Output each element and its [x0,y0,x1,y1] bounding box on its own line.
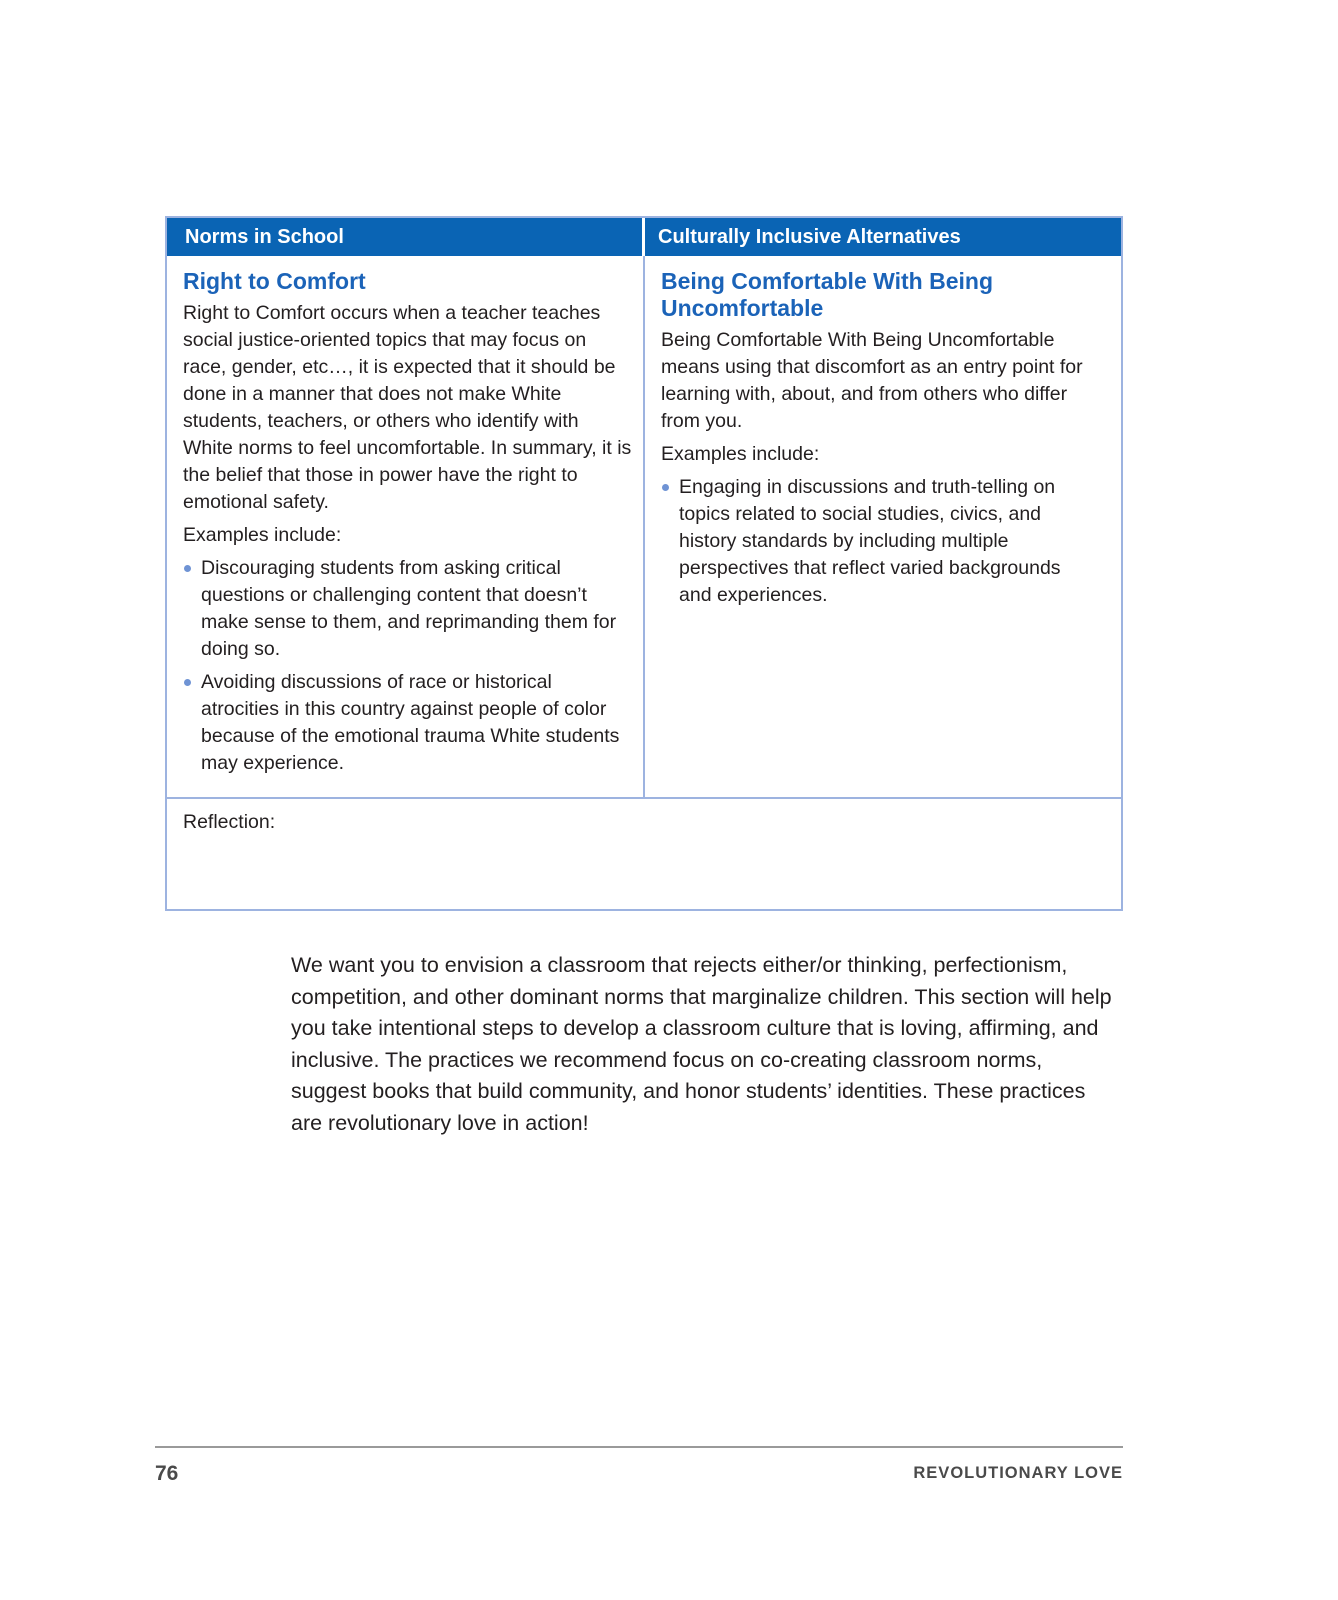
page-number: 76 [155,1462,179,1485]
footer-divider [155,1446,1123,1448]
header-culturally-inclusive-alternatives: Culturally Inclusive Alternatives [658,226,961,248]
alternative-cell [645,256,1121,797]
header-norms-in-school: Norms in School [167,218,645,256]
running-title: REVOLUTIONARY LOVE [913,1464,1123,1482]
example-text: Avoiding discussions of race or historical atrocities in this country against people of color because of the emotional trauma White students may experience. [201,671,620,774]
alternative-examples-list [661,474,1091,609]
table-body-row [167,256,1121,799]
bullet-icon [662,484,669,491]
table-header-row [167,218,1121,256]
reflection-row [167,799,1121,909]
body-paragraph: We want you to envision a classroom that rejects either/or thinking, perfectionism, competition, and other dominant norms that marginalize children. This section will help you take intentional steps to develop a classroom culture that is loving, affirming, and inclusive. The practices we recommend focus on co-creating classroom norms, suggest books that build community, and honor students’ identities. These practices are revolutionary love in action! [291,953,1112,1135]
bullet-icon [184,679,191,686]
norm-cell [167,256,645,797]
norm-title: Right to Comfort [183,268,366,294]
list-item [661,474,1091,609]
example-text: Engaging in discussions and truth-telling on topics related to social studies, civics, and history standards by including multiple perspectives that reflect varied backgrounds and experiences. [679,476,1061,606]
norms-table [165,216,1123,911]
alternative-examples-label: Examples include: [661,443,820,465]
norm-examples-list [183,555,633,777]
alternative-title: Being Comfortable With Being Uncomfortable [661,268,994,321]
norm-examples-label: Examples include: [183,524,342,546]
alternative-description: Being Comfortable With Being Uncomfortable means using that discomfort as an entry point for learning with, about, and from others who differ from you. [661,329,1083,432]
bullet-icon [184,565,191,572]
reflection-label: Reflection: [183,811,276,833]
list-item [183,555,633,663]
list-item [183,669,633,777]
norm-description: Right to Comfort occurs when a teacher teaches social justice-oriented topics that may focus on race, gender, etc…, it is expected that it should be done in a manner that does not make White students, teachers, or others who identify with White norms to feel uncomfortable. In summary, it is the belief that those in power have the right to emotional safety. [183,302,632,513]
example-text: Discouraging students from asking critical questions or challenging content that doesn’t make sense to them, and reprimanding them for doing so. [201,557,617,660]
